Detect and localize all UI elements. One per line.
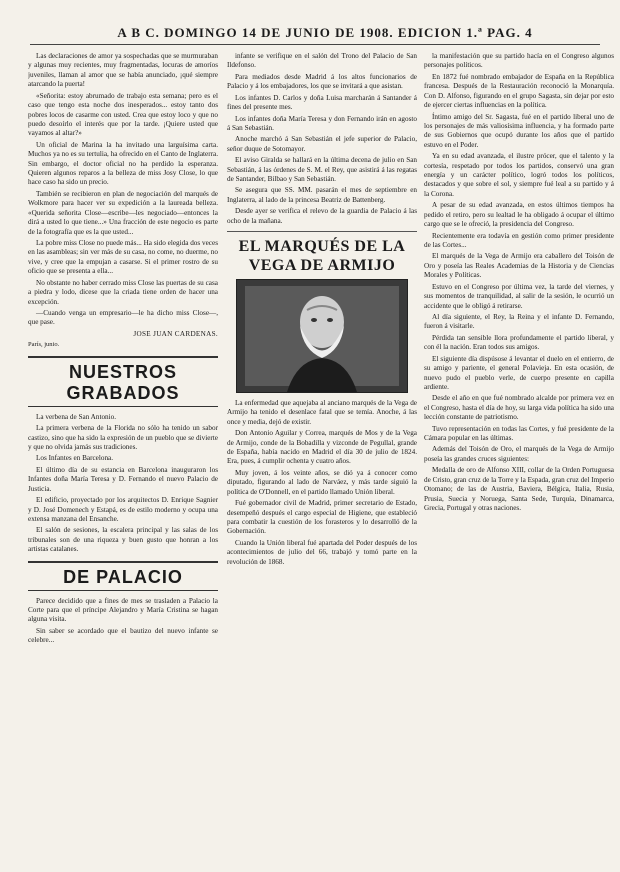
intro-article <box>28 52 218 350</box>
paragraph: Anoche marchó á San Sebastián el jefe superior de Palacio, señor duque de Sotomayor. <box>227 135 417 153</box>
column-3 <box>424 52 614 872</box>
paragraph: No obstante no haber cerrado miss Close las puertas de su casa a piedra y lodo, dicese que la criada tiene orden de hacer una excepción. <box>28 278 218 306</box>
paragraph: El edificio, proyectado por los arquitectos D. Enrique Sagnier y D. José Domenech y Estapá, es de estilo moderno y ocupa una extensa manzana del Ensanche. <box>28 496 218 523</box>
column-2 <box>227 52 417 872</box>
paragraph: También se recibieron en plan de negociación del marqués de Wolkmore para hacer ver su expedición a la laureada belleza. «Querida señorita Close—escribe—les negociado—entonces la dirá a usted lo que tiene...» Una fracción de este negocio es parte de la fotografía que es la que usted... <box>28 189 218 236</box>
paragraph: —Cuando venga un empresario—le ha dicho miss Close—, que pase. <box>28 308 218 327</box>
section-title-palacio: DE PALACIO <box>28 561 218 591</box>
paragraph: El aviso Giralda se hallará en la última decena de julio en San Sebastián, á las órdenes de S. M. el Rey, que asistirá á las regatas de Santander, Bilbao y San Sebastián. <box>227 156 417 184</box>
paragraph: Desde el año en que fué nombrado alcalde por primera vez en el Congreso, hasta el día de hoy, su larga vida política ha sido una lección constante de patriotismo. <box>424 394 614 422</box>
paragraph: infante se verifique en el salón del Trono del Palacio de San Ildefonso. <box>227 52 417 70</box>
paragraph: Fué gobernador civil de Madrid, primer secretario de Estado, desempeñó después el cargo especial de Higiene, que estableció para combatir la cuestión de los forasteros y lo desarrolló de la Gobernación. <box>227 499 417 536</box>
paragraph: El último día de su estancia en Barcelona inauguraron los Infantes doña María Teresa y D. Fernando el nuevo Palacio de Justicia. <box>28 465 218 493</box>
dateline: París, junio. <box>28 341 60 349</box>
paragraph: Un oficial de Marina la ha invitado una larguísima carta. Muchos ya no es su tertulia, ha ofrecido en el Canto de Inglaterra. Sin embargo, el doctor oficial no ha perdido la esperanza. Quieren algunos reparos a la belleza de miss Josy Close, lo que hace caso ha sido un precio. <box>28 140 218 187</box>
paragraph: Tuvo representación en todas las Cortes, y fué presidente de la Cámara popular en las últimas. <box>424 424 614 443</box>
paragraph: Pérdida tan sensible llora profundamente el partido liberal, y con él la nación. Eran todos sus amigos. <box>424 333 614 352</box>
paragraph: Estuvo en el Congreso por última vez, la tarde del viernes, y sus momentos de tranquilidad, al salir de la sesión, le ocurrió un accidente que le obligó á retirarse. <box>424 282 614 310</box>
paragraph: El siguiente día dispúsose á levantar el duelo en el entierro, de su amigo y pariente, el general Polavieja. En esta ocasión, de nuevo pudo el pueblo verle, de cuerpo presente en capilla ardiente. <box>424 354 614 391</box>
paragraph: Muy joven, á los veinte años, se dió ya á conocer como diputado, figurando al lado de Narváez, y más tarde siguió la política de O'Donnell, en el partido llamado Unión liberal. <box>227 468 417 496</box>
paragraph: El marqués de la Vega de Armijo era caballero del Toisón de Oro y poseía las Reales Academias de la Historia y de Ciencias Morales y Políticas. <box>424 252 614 280</box>
paragraph: El salón de sesiones, la escalera principal y las salas de los tribunales son de una riqueza y buen gusto que honran a los artistas catalanes. <box>28 526 218 554</box>
grabados-article <box>28 413 218 555</box>
paragraph: Cuando la Unión liberal fué apartada del Poder después de los acontecimientos de julio del 66, trabajó y tomó parte en la revolución de 1868. <box>227 538 417 566</box>
author-signature: JOSE JUAN CARDENAS. <box>133 329 218 338</box>
paragraph: En 1872 fué nombrado embajador de España en la República francesa. Después de la Restauración reconoció la Monarquía. Con D. Alfonso, figurando en el grupo Sagasta, sin dejar por esto de ejercer ciertas influencias en la política. <box>424 72 614 110</box>
palacio-continued <box>227 52 417 226</box>
header-dateline: A B C. DOMINGO 14 DE JUNIO DE 1908. EDICION 1.ª PAG. 4 <box>117 25 533 40</box>
paragraph: Íntimo amigo del Sr. Sagasta, fué en el partido liberal uno de los personajes de más valiosísima influencia, y ha formado parte de sus Gobiernos que ocupó durante los años que el partido estuvo en el Poder. <box>424 112 614 149</box>
paragraph: «Señorita: estoy abrumado de trabajo esta semana; pero es el caso que tengo esta noche dos inesperados... estoy tanto dos pobres locos de casarme con usted. Crea que estoy loco y que no puedo desoírlo el interés que por la tarde. ¡Quiere usted que vayamos al altar?» <box>28 91 218 138</box>
paragraph: la manifestación que su partido hacía en el Congreso algunos personajes políticos. <box>424 52 614 70</box>
portrait-image <box>236 279 408 393</box>
paragraph: Los infantes doña María Teresa y don Fernando irán en agosto á San Sebastián. <box>227 114 417 132</box>
column-1 <box>28 52 218 872</box>
paragraph: Los infantes D. Carlos y doña Luisa marcharán á Santander á fines del presente mes. <box>227 93 417 112</box>
paragraph: Parece decidido que a fines de mes se trasladen a Palacio la Corte para que el príncipe Alejandro y María Cristina se hagan alguna visita. <box>28 596 218 624</box>
portrait-illustration <box>237 280 407 392</box>
header-rule <box>30 44 600 45</box>
paragraph: Medalla de oro de Alfonso XIII, collar de la Orden Portuguesa de Cristo, gran cruz de la Torre y la Espada, gran cruz del Imperio Otomano; de las de Austria, Baviera, Bélgica, Italia, Rusia, Prusia, Suecia y Noruega, Santa Sede, Turquía, Dinamarca, Grecia, Portugal y otras naciones. <box>424 466 614 512</box>
divider <box>227 231 417 232</box>
section-title-grabados: NUESTROS GRABADOS <box>28 356 218 407</box>
paragraph: A pesar de su edad avanzada, en estos últimos tiempos ha pedido el retiro, pero su lealtad le ha obligado á ocupar el último cargo que se le ofreció, la presidencia del Congreso. <box>424 201 614 229</box>
obituary-article <box>227 399 417 567</box>
paragraph: Don Antonio Aguilar y Correa, marqués de Mos y de la Vega de Armijo, conde de la Bobadilla y vizconde de Pegullal, grande de España, había nacido en Madrid el día 30 de julio de 1824. Era, pues, á cumplir ochenta y cuatro años. <box>227 429 417 466</box>
obituary-title: EL MARQUÉS DE LA VEGA DE ARMIJO <box>238 238 406 274</box>
paragraph: Desde ayer se verifica el relevo de la guardia de Palacio á las ocho de la mañana. <box>227 207 417 225</box>
paragraph: Al día siguiente, el Rey, la Reina y el infante D. Fernando, fueron á visitarle. <box>424 312 614 331</box>
paragraph: Sin saber se acordado que el bautizo del nuevo infante se celebre... <box>28 626 218 645</box>
paragraph: La enfermedad que aquejaba al anciano marqués de la Vega de Armijo ha tenido el desenlace fatal que se temía. Anoche, á las once y media, dejó de existir. <box>227 398 417 426</box>
paragraph: Se asegura que SS. MM. pasarán el mes de septiembre en Inglaterra, al lado de la princesa Beatriz de Battenberg. <box>227 186 417 204</box>
paragraph: La verbena de San Antonio. <box>36 412 117 421</box>
paragraph: Las declaraciones de amor ya sospechadas que se murmuraban y algunas muy recientes, muy fragmentadas, locuras de amoríos juveniles, llaman al amor que se había anunciado, ¡qué siempre atarcando la puerta! <box>28 52 218 89</box>
paragraph: La primera verbena de la Florida no sólo ha tenido un sabor castizo, sino que ha sido la expresión de un pueblo que se divierte y que no olvida jamás sus tradiciones. <box>28 424 218 451</box>
palacio-article <box>28 597 218 646</box>
paragraph: La pobre miss Close no puede más... Ha sido elegida dos veces en las asambleas; sin ver más de su casa, no come, no duerme, no vive, y cree que la empujan a casarse. Si el primer rostro de su oficio que se presenta a ella... <box>28 239 218 276</box>
paragraph: Ya en su edad avanzada, el ilustre prócer, que el talento y la cortesía, respetado por todos los partidos, conservó una gran energía y un carácter político, logró todos los políticos, destacados y que sobre el sol, y siempre fué leal a su partido y á la Corona. <box>424 152 614 198</box>
paragraph: Recientemente era todavía en gestión como primer presidente de las Cortes... <box>424 231 614 250</box>
paragraph: Los Infantes en Barcelona. <box>36 454 114 463</box>
paragraph: Para mediados desde Madrid á los altos funcionarios de Palacio y á los embajadores, los que se invitará a que asistan. <box>227 72 417 91</box>
paragraph: Además del Toisón de Oro, el marqués de la Vega de Armijo poseía las grandes cruces siguientes: <box>424 445 614 463</box>
page-header <box>0 0 620 48</box>
